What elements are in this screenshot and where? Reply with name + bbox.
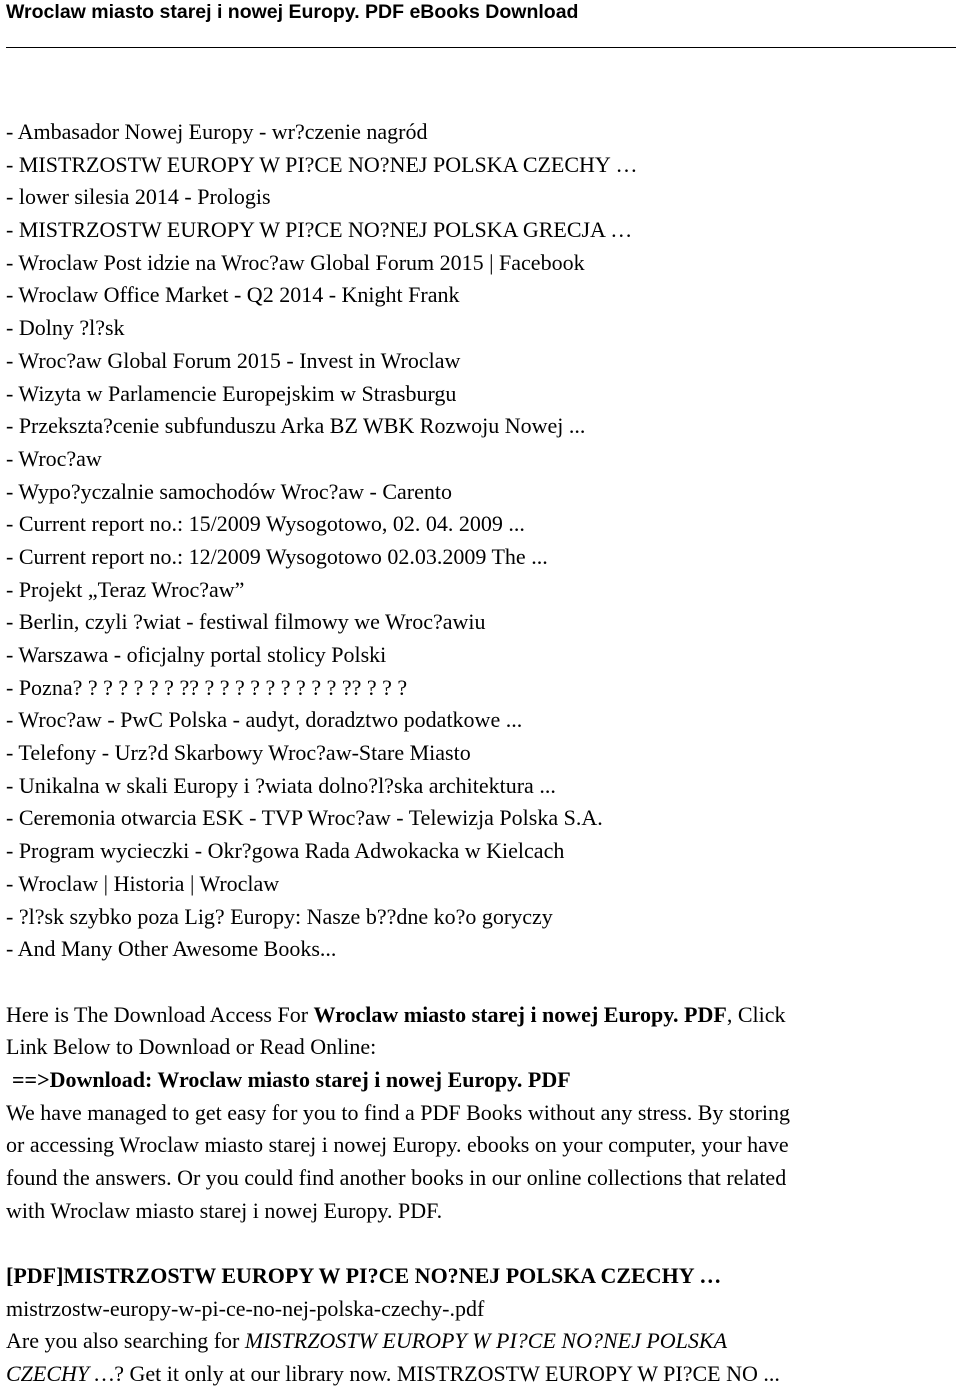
related-list-item[interactable]: - Wroclaw | Historia | Wroclaw [6,870,280,896]
related-list-item[interactable]: - Wroc?aw [6,445,102,471]
related-list-item[interactable]: - ?l?sk szybko poza Lig? Europy: Nasze b??dne ko?o goryczy [6,903,553,929]
related-list-item[interactable]: - Wroc?aw - PwC Polska - audyt, doradztwo podatkowe ... [6,707,523,733]
spacer [6,1227,956,1260]
related-book-prefix: Are you also searching for [6,1328,245,1354]
related-list-item[interactable]: - Wroc?aw Global Forum 2015 - Invest in Wroclaw [6,347,461,373]
access-paragraph-line: found the answers. Or you could find another books in our online collections that related [6,1165,787,1190]
related-book-title-text[interactable]: [PDF]MISTRZOSTW EUROPY W PI?CE NO?NEJ POLSKA CZECHY … [6,1263,722,1289]
related-list-item[interactable]: - Program wycieczki - Okr?gowa Rada Adwokacka w Kielcach [6,838,565,864]
related-list-item[interactable]: - Dolny ?l?sk [6,315,125,341]
spacer [6,966,956,999]
page-title: Wroclaw miasto starej i nowej Europy. PDF eBooks Download [6,1,579,23]
access-suffix: , Click [726,1001,786,1027]
related-list-item[interactable]: - Projekt „Teraz Wroc?aw” [6,576,245,602]
access-line-2: Link Below to Download or Read Online: [6,1034,377,1060]
related-list-item[interactable]: - Wypo?yczalnie samochodów Wroc?aw - Carento [6,478,452,504]
access-prefix: Here is The Download Access For [6,1001,314,1027]
related-list-item[interactable]: - And Many Other Awesome Books... [6,936,337,962]
document-body [6,116,956,1391]
related-list-item[interactable]: - Current report no.: 12/2009 Wysogotowo 02.03.2009 The ... [6,543,548,569]
related-list-item[interactable]: - Wizyta w Parlamencie Europejskim w Strasburgu [6,380,457,406]
related-list-item[interactable]: - Berlin, czyli ?wiat - festiwal filmowy we Wroc?awiu [6,609,486,635]
related-book-line-1 [6,1325,956,1358]
related-book-suffix: ? Get it only at our library now. MISTRZOSTW EUROPY W PI?CE NO ... [114,1361,780,1387]
related-list [6,116,956,966]
related-list-item[interactable]: - Ambasador Nowej Europy - wr?czenie nagród [6,119,428,144]
download-link-text[interactable]: ==>Download: Wroclaw miasto starej i nowej Europy. PDF [12,1066,571,1092]
related-list-item[interactable]: - Wroclaw Post idzie na Wroc?aw Global Forum 2015 | Facebook [6,249,585,275]
header-divider [6,47,956,48]
related-book-title[interactable] [6,1260,956,1293]
related-list-item[interactable]: - Przekszta?cenie subfunduszu Arka BZ WBK Rozwoju Nowej ... [6,413,586,439]
related-book-italic-title-cont: CZECHY … [6,1361,115,1387]
download-link[interactable] [6,1064,956,1097]
related-list-item[interactable]: - Telefony - Urz?d Skarbowy Wroc?aw-Stare Miasto [6,740,471,766]
access-paragraph-line: or accessing Wroclaw miasto starej i nowej Europy. ebooks on your computer, your have [6,1132,789,1158]
related-list-item[interactable]: - Ceremonia otwarcia ESK - TVP Wroc?aw - Telewizja Polska S.A. [6,805,603,831]
related-list-item[interactable]: - MISTRZOSTW EUROPY W PI?CE NO?NEJ POLSKA GRECJA … [6,217,633,243]
related-list-item[interactable]: - lower silesia 2014 - Prologis [6,184,271,210]
related-list-item[interactable]: - Pozna? ? ? ? ? ? ? ?? ? ? ? ? ? ? ? ? ? ?? ? ? ? [6,674,408,700]
access-line-1 [6,999,956,1032]
related-book-filename: mistrzostw-europy-w-pi-ce-no-nej-polska-czechy-.pdf [6,1295,485,1321]
access-paragraph-line: with Wroclaw miasto starej i nowej Europy. PDF. [6,1197,443,1223]
related-list-item[interactable]: - Unikalna w skali Europy i ?wiata dolno?l?ska architektura ... [6,772,556,798]
access-book-title: Wroclaw miasto starej i nowej Europy. PDF [313,1001,727,1027]
access-paragraph-line: We have managed to get easy for you to find a PDF Books without any stress. By storing [6,1099,791,1125]
related-book-italic-title: MISTRZOSTW EUROPY W PI?CE NO?NEJ POLSKA [244,1328,728,1354]
related-list-item[interactable]: - Wroclaw Office Market - Q2 2014 - Knight Frank [6,282,460,308]
related-list-item[interactable]: - Warszawa - oficjalny portal stolicy Polski [6,642,387,667]
related-list-item[interactable]: - Current report no.: 15/2009 Wysogotowo, 02. 04. 2009 ... [6,511,525,537]
related-list-item[interactable]: - MISTRZOSTW EUROPY W PI?CE NO?NEJ POLSKA CZECHY … [6,151,638,177]
